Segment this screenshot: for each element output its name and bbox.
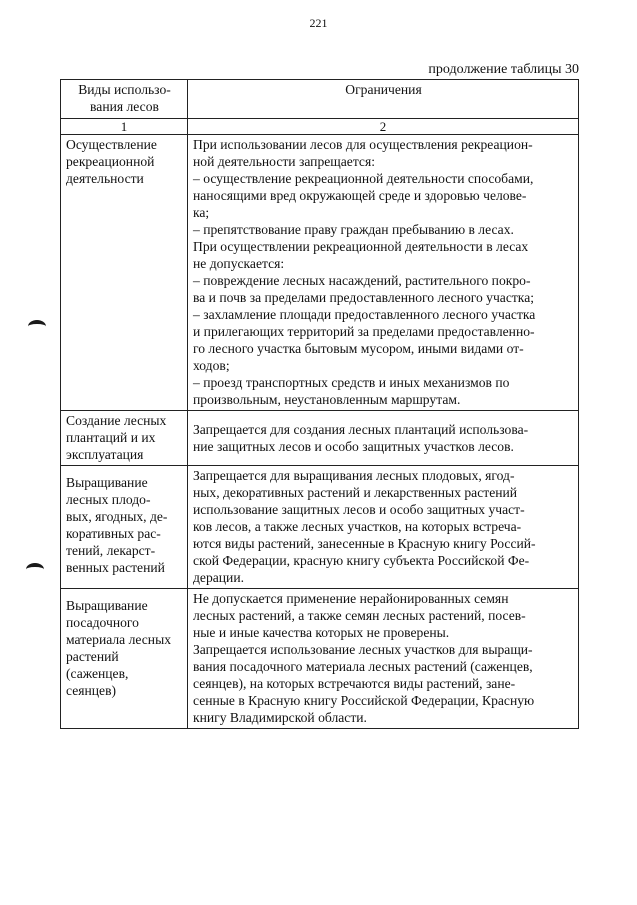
cell-line: тений, лекарст-	[66, 543, 156, 558]
table-row	[61, 411, 579, 466]
scan-artifact-mark	[28, 320, 46, 333]
column-number-row	[61, 119, 579, 135]
page-number: 221	[309, 16, 328, 30]
cell-line: деятельности	[66, 171, 144, 186]
forest-use-type-cell	[61, 411, 188, 466]
cell-line: Не допускается применение нерайонированных семян	[193, 591, 509, 606]
restriction-cell	[188, 589, 579, 729]
cell-line: Запрещается использование лесных участков для выращи-	[193, 642, 533, 657]
forest-use-type-cell	[61, 466, 188, 589]
cell-line: вых, ягодных, де-	[66, 509, 168, 524]
cell-line: материала лесных	[66, 632, 171, 647]
cell-line: произвольным, неустановленным маршрутам.	[193, 392, 461, 407]
cell-line: эксплуатация	[66, 447, 144, 462]
cell-line: коративных рас-	[66, 526, 161, 541]
cell-line: венных растений	[66, 560, 165, 575]
cell-line: ков лесов, а также лесных участков, на которых встреча-	[193, 519, 522, 534]
cell-line: Выращивание	[66, 598, 148, 613]
restriction-cell	[188, 411, 579, 466]
cell-line: ной деятельности запрещается:	[193, 154, 375, 169]
cell-line: сенные в Красную книгу Российской Федерации, Красную	[193, 693, 535, 708]
cell-line: ка;	[193, 205, 210, 220]
header-line: вания лесов	[90, 99, 159, 114]
cell-line: (саженцев,	[66, 666, 129, 681]
cell-line: ской Федерации, красную книгу субъекта Российской Фе-	[193, 553, 530, 568]
cell-line: ние защитных лесов и особо защитных участков лесов.	[193, 438, 514, 454]
column-number: 1	[61, 119, 188, 135]
table-continuation-label: продолжение таблицы 30	[428, 62, 579, 77]
cell-line: плантаций и их	[66, 430, 156, 445]
restriction-cell	[188, 135, 579, 411]
scan-artifact-mark	[26, 563, 44, 576]
cell-line: – препятствование праву граждан пребыванию в лесах.	[193, 222, 514, 237]
table-header-row	[61, 80, 579, 119]
restrictions-table	[60, 79, 579, 729]
cell-line: го лесного участка бытовым мусором, иными видами от-	[193, 341, 524, 356]
cell-line: лесных растений, а также семян лесных растений, посев-	[193, 608, 526, 623]
cell-line: Запрещается для создания лесных плантаций использова-	[193, 421, 529, 437]
cell-line: – захламление площади предоставленного лесного участка	[193, 307, 536, 322]
cell-line: ных, декоративных растений и лекарственных растений	[193, 485, 518, 500]
header-forest-use-types	[61, 80, 188, 119]
cell-line: Создание лесных	[66, 413, 167, 428]
cell-line: сеянцев), на которых встречаются виды растений, зане-	[193, 676, 516, 691]
cell-line: растений	[66, 649, 119, 664]
table-row	[61, 135, 579, 411]
cell-line: ются виды растений, занесенные в Красную книгу Россий-	[193, 536, 536, 551]
cell-line: лесных плодо-	[66, 492, 151, 507]
cell-line: При использовании лесов для осуществления рекреацион-	[193, 137, 533, 152]
cell-line: наносящими вред окружающей среде и здоровью челове-	[193, 188, 527, 203]
header-line: Виды использо-	[78, 82, 171, 97]
cell-line: дерации.	[193, 570, 245, 585]
cell-line: ные и иные качества которых не проверены.	[193, 625, 450, 640]
cell-line: – проезд транспортных средств и иных механизмов по	[193, 375, 510, 390]
cell-line: – осуществление рекреационной деятельности способами,	[193, 171, 534, 186]
forest-use-type-cell	[61, 135, 188, 411]
restriction-cell	[188, 466, 579, 589]
cell-line: книгу Владимирской области.	[193, 710, 367, 725]
table-row	[61, 589, 579, 729]
cell-line: не допускается:	[193, 256, 285, 271]
header-restrictions: Ограничения	[188, 80, 579, 119]
column-number: 2	[188, 119, 579, 135]
cell-line: рекреационной	[66, 154, 155, 169]
cell-line: ва и почв за пределами предоставленного лесного участка;	[193, 290, 535, 305]
forest-use-type-cell	[61, 589, 188, 729]
cell-line: – повреждение лесных насаждений, растительного покро-	[193, 273, 531, 288]
cell-line: и прилегающих территорий за пределами предоставленно-	[193, 324, 535, 339]
cell-line: При осуществлении рекреационной деятельности в лесах	[193, 239, 529, 254]
table-row	[61, 466, 579, 589]
cell-line: Выращивание	[66, 475, 148, 490]
cell-line: вания посадочного материала лесных растений (саженцев,	[193, 659, 533, 674]
cell-line: сеянцев)	[66, 683, 117, 698]
cell-line: посадочного	[66, 615, 139, 630]
cell-line: ходов;	[193, 358, 230, 373]
cell-line: использование защитных лесов и особо защитных участ-	[193, 502, 525, 517]
cell-line: Запрещается для выращивания лесных плодовых, ягод-	[193, 468, 515, 483]
cell-line: Осуществление	[66, 137, 157, 152]
